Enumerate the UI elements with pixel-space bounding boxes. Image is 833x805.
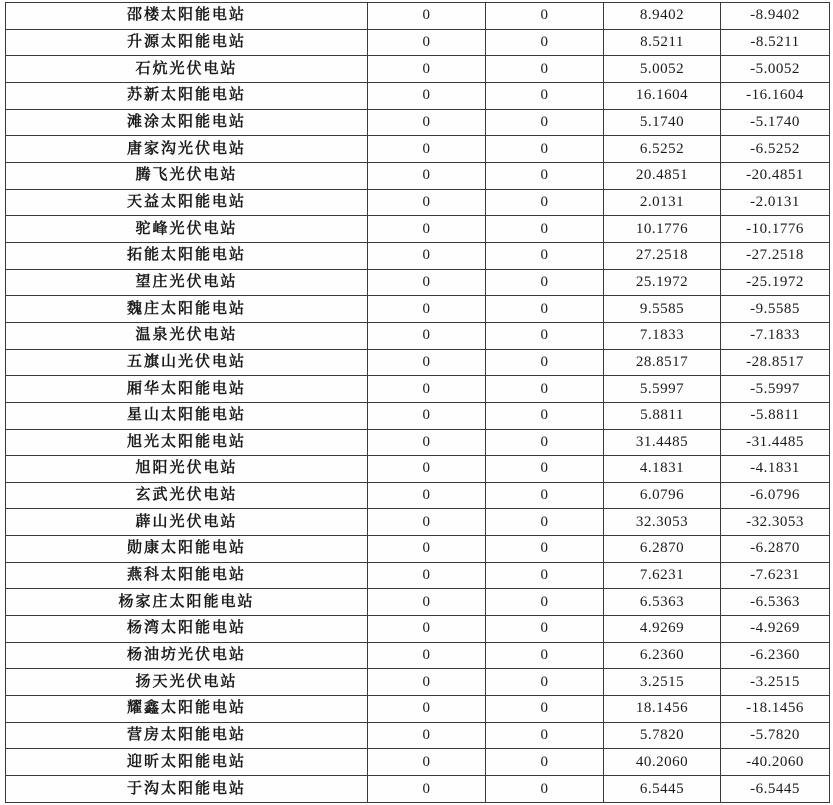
value-cell-2: 0 bbox=[486, 536, 604, 563]
value-cell-4: -10.1776 bbox=[721, 216, 830, 243]
value-cell-3: 7.1833 bbox=[604, 322, 721, 349]
value-cell-2: 0 bbox=[486, 589, 604, 616]
value-cell-2: 0 bbox=[486, 189, 604, 216]
station-name-cell: 薜山光伏电站 bbox=[6, 509, 368, 536]
value-cell-1: 0 bbox=[368, 429, 486, 456]
station-name-cell: 耀鑫太阳能电站 bbox=[6, 696, 368, 723]
station-name-cell: 杨家庄太阳能电站 bbox=[6, 589, 368, 616]
value-cell-3: 5.1740 bbox=[604, 109, 721, 136]
value-cell-1: 0 bbox=[368, 589, 486, 616]
table-row bbox=[6, 376, 830, 403]
value-cell-3: 31.4485 bbox=[604, 429, 721, 456]
station-name-cell: 天益太阳能电站 bbox=[6, 189, 368, 216]
station-name-cell: 营房太阳能电站 bbox=[6, 722, 368, 749]
value-cell-3: 6.0796 bbox=[604, 482, 721, 509]
value-cell-2: 0 bbox=[486, 402, 604, 429]
table-row bbox=[6, 402, 830, 429]
value-cell-3: 5.7820 bbox=[604, 722, 721, 749]
value-cell-3: 6.5445 bbox=[604, 776, 721, 803]
table-row bbox=[6, 536, 830, 563]
value-cell-1: 0 bbox=[368, 189, 486, 216]
value-cell-1: 0 bbox=[368, 242, 486, 269]
station-name-cell: 玄武光伏电站 bbox=[6, 482, 368, 509]
station-name-cell: 滩涂太阳能电站 bbox=[6, 109, 368, 136]
value-cell-4: -25.1972 bbox=[721, 269, 830, 296]
station-name-cell: 扬天光伏电站 bbox=[6, 669, 368, 696]
value-cell-1: 0 bbox=[368, 562, 486, 589]
value-cell-1: 0 bbox=[368, 696, 486, 723]
table-row bbox=[6, 562, 830, 589]
station-name-cell: 杨油坊光伏电站 bbox=[6, 642, 368, 669]
station-name-cell: 厢华太阳能电站 bbox=[6, 376, 368, 403]
value-cell-3: 6.5363 bbox=[604, 589, 721, 616]
value-cell-1: 0 bbox=[368, 669, 486, 696]
value-cell-1: 0 bbox=[368, 402, 486, 429]
station-name-cell: 勋康太阳能电站 bbox=[6, 536, 368, 563]
value-cell-1: 0 bbox=[368, 3, 486, 30]
table-row bbox=[6, 189, 830, 216]
value-cell-1: 0 bbox=[368, 216, 486, 243]
value-cell-3: 2.0131 bbox=[604, 189, 721, 216]
value-cell-2: 0 bbox=[486, 322, 604, 349]
table-row bbox=[6, 482, 830, 509]
table-row bbox=[6, 642, 830, 669]
value-cell-3: 28.8517 bbox=[604, 349, 721, 376]
table-row bbox=[6, 669, 830, 696]
table-row bbox=[6, 589, 830, 616]
station-name-cell: 魏庄太阳能电站 bbox=[6, 296, 368, 323]
station-name-cell: 于沟太阳能电站 bbox=[6, 776, 368, 803]
value-cell-3: 27.2518 bbox=[604, 242, 721, 269]
value-cell-3: 5.5997 bbox=[604, 376, 721, 403]
value-cell-2: 0 bbox=[486, 722, 604, 749]
table-row bbox=[6, 136, 830, 163]
value-cell-3: 4.9269 bbox=[604, 616, 721, 643]
value-cell-1: 0 bbox=[368, 749, 486, 776]
value-cell-2: 0 bbox=[486, 376, 604, 403]
value-cell-4: -7.6231 bbox=[721, 562, 830, 589]
value-cell-2: 0 bbox=[486, 162, 604, 189]
table-row bbox=[6, 109, 830, 136]
value-cell-1: 0 bbox=[368, 349, 486, 376]
value-cell-2: 0 bbox=[486, 56, 604, 83]
value-cell-1: 0 bbox=[368, 616, 486, 643]
station-name-cell: 邵楼太阳能电站 bbox=[6, 3, 368, 30]
value-cell-2: 0 bbox=[486, 749, 604, 776]
value-cell-4: -7.1833 bbox=[721, 322, 830, 349]
value-cell-1: 0 bbox=[368, 56, 486, 83]
value-cell-2: 0 bbox=[486, 482, 604, 509]
value-cell-4: -3.2515 bbox=[721, 669, 830, 696]
value-cell-1: 0 bbox=[368, 376, 486, 403]
value-cell-4: -40.2060 bbox=[721, 749, 830, 776]
value-cell-2: 0 bbox=[486, 216, 604, 243]
value-cell-4: -4.1831 bbox=[721, 456, 830, 483]
value-cell-4: -31.4485 bbox=[721, 429, 830, 456]
value-cell-4: -5.0052 bbox=[721, 56, 830, 83]
table-row bbox=[6, 509, 830, 536]
value-cell-3: 32.3053 bbox=[604, 509, 721, 536]
table-row bbox=[6, 722, 830, 749]
value-cell-4: -16.1604 bbox=[721, 82, 830, 109]
station-name-cell: 拓能太阳能电站 bbox=[6, 242, 368, 269]
value-cell-4: -9.5585 bbox=[721, 296, 830, 323]
station-name-cell: 星山太阳能电站 bbox=[6, 402, 368, 429]
station-name-cell: 旭阳光伏电站 bbox=[6, 456, 368, 483]
value-cell-3: 6.5252 bbox=[604, 136, 721, 163]
station-name-cell: 驼峰光伏电站 bbox=[6, 216, 368, 243]
value-cell-1: 0 bbox=[368, 509, 486, 536]
table-row bbox=[6, 349, 830, 376]
value-cell-2: 0 bbox=[486, 349, 604, 376]
table-row bbox=[6, 3, 830, 30]
value-cell-2: 0 bbox=[486, 642, 604, 669]
value-cell-1: 0 bbox=[368, 162, 486, 189]
value-cell-4: -8.5211 bbox=[721, 29, 830, 56]
value-cell-4: -6.5363 bbox=[721, 589, 830, 616]
value-cell-1: 0 bbox=[368, 776, 486, 803]
value-cell-1: 0 bbox=[368, 136, 486, 163]
value-cell-2: 0 bbox=[486, 29, 604, 56]
table-row bbox=[6, 616, 830, 643]
value-cell-1: 0 bbox=[368, 482, 486, 509]
station-name-cell: 苏新太阳能电站 bbox=[6, 82, 368, 109]
value-cell-2: 0 bbox=[486, 296, 604, 323]
value-cell-3: 20.4851 bbox=[604, 162, 721, 189]
value-cell-2: 0 bbox=[486, 696, 604, 723]
value-cell-3: 6.2870 bbox=[604, 536, 721, 563]
value-cell-2: 0 bbox=[486, 456, 604, 483]
value-cell-1: 0 bbox=[368, 109, 486, 136]
station-name-cell: 望庄光伏电站 bbox=[6, 269, 368, 296]
value-cell-3: 8.9402 bbox=[604, 3, 721, 30]
value-cell-2: 0 bbox=[486, 562, 604, 589]
value-cell-1: 0 bbox=[368, 322, 486, 349]
value-cell-3: 3.2515 bbox=[604, 669, 721, 696]
table-row bbox=[6, 429, 830, 456]
station-name-cell: 唐家沟光伏电站 bbox=[6, 136, 368, 163]
value-cell-2: 0 bbox=[486, 3, 604, 30]
value-cell-4: -8.9402 bbox=[721, 3, 830, 30]
value-cell-4: -4.9269 bbox=[721, 616, 830, 643]
value-cell-3: 9.5585 bbox=[604, 296, 721, 323]
value-cell-4: -6.2360 bbox=[721, 642, 830, 669]
station-name-cell: 迎昕太阳能电站 bbox=[6, 749, 368, 776]
value-cell-4: -6.2870 bbox=[721, 536, 830, 563]
value-cell-3: 5.8811 bbox=[604, 402, 721, 429]
value-cell-2: 0 bbox=[486, 429, 604, 456]
value-cell-1: 0 bbox=[368, 29, 486, 56]
station-name-cell: 温泉光伏电站 bbox=[6, 322, 368, 349]
table-row bbox=[6, 269, 830, 296]
table-row bbox=[6, 456, 830, 483]
station-name-cell: 燕科太阳能电站 bbox=[6, 562, 368, 589]
value-cell-4: -5.1740 bbox=[721, 109, 830, 136]
table-row bbox=[6, 749, 830, 776]
value-cell-3: 6.2360 bbox=[604, 642, 721, 669]
value-cell-1: 0 bbox=[368, 456, 486, 483]
value-cell-4: -5.7820 bbox=[721, 722, 830, 749]
table-row bbox=[6, 162, 830, 189]
value-cell-2: 0 bbox=[486, 109, 604, 136]
power-station-data-table bbox=[5, 2, 830, 803]
value-cell-4: -20.4851 bbox=[721, 162, 830, 189]
value-cell-2: 0 bbox=[486, 269, 604, 296]
value-cell-3: 8.5211 bbox=[604, 29, 721, 56]
value-cell-4: -5.8811 bbox=[721, 402, 830, 429]
value-cell-2: 0 bbox=[486, 242, 604, 269]
value-cell-1: 0 bbox=[368, 722, 486, 749]
table-body bbox=[6, 3, 830, 803]
station-name-cell: 五旗山光伏电站 bbox=[6, 349, 368, 376]
value-cell-4: -2.0131 bbox=[721, 189, 830, 216]
station-name-cell: 旭光太阳能电站 bbox=[6, 429, 368, 456]
table-row bbox=[6, 82, 830, 109]
table-row bbox=[6, 296, 830, 323]
value-cell-4: -28.8517 bbox=[721, 349, 830, 376]
table-row bbox=[6, 776, 830, 803]
value-cell-4: -5.5997 bbox=[721, 376, 830, 403]
value-cell-3: 40.2060 bbox=[604, 749, 721, 776]
value-cell-1: 0 bbox=[368, 82, 486, 109]
value-cell-3: 25.1972 bbox=[604, 269, 721, 296]
value-cell-3: 18.1456 bbox=[604, 696, 721, 723]
station-name-cell: 升源太阳能电站 bbox=[6, 29, 368, 56]
value-cell-3: 10.1776 bbox=[604, 216, 721, 243]
value-cell-4: -6.5445 bbox=[721, 776, 830, 803]
table-row bbox=[6, 696, 830, 723]
value-cell-1: 0 bbox=[368, 642, 486, 669]
table-row bbox=[6, 242, 830, 269]
value-cell-2: 0 bbox=[486, 136, 604, 163]
value-cell-4: -27.2518 bbox=[721, 242, 830, 269]
value-cell-2: 0 bbox=[486, 82, 604, 109]
station-name-cell: 腾飞光伏电站 bbox=[6, 162, 368, 189]
station-name-cell: 石炕光伏电站 bbox=[6, 56, 368, 83]
station-name-cell: 杨湾太阳能电站 bbox=[6, 616, 368, 643]
table-row bbox=[6, 56, 830, 83]
value-cell-4: -32.3053 bbox=[721, 509, 830, 536]
value-cell-4: -6.0796 bbox=[721, 482, 830, 509]
value-cell-1: 0 bbox=[368, 536, 486, 563]
value-cell-2: 0 bbox=[486, 616, 604, 643]
value-cell-3: 16.1604 bbox=[604, 82, 721, 109]
table-row bbox=[6, 29, 830, 56]
value-cell-3: 5.0052 bbox=[604, 56, 721, 83]
value-cell-2: 0 bbox=[486, 776, 604, 803]
value-cell-2: 0 bbox=[486, 509, 604, 536]
value-cell-3: 7.6231 bbox=[604, 562, 721, 589]
table-row bbox=[6, 322, 830, 349]
value-cell-3: 4.1831 bbox=[604, 456, 721, 483]
value-cell-4: -6.5252 bbox=[721, 136, 830, 163]
value-cell-4: -18.1456 bbox=[721, 696, 830, 723]
value-cell-1: 0 bbox=[368, 269, 486, 296]
table-row bbox=[6, 216, 830, 243]
value-cell-1: 0 bbox=[368, 296, 486, 323]
value-cell-2: 0 bbox=[486, 669, 604, 696]
